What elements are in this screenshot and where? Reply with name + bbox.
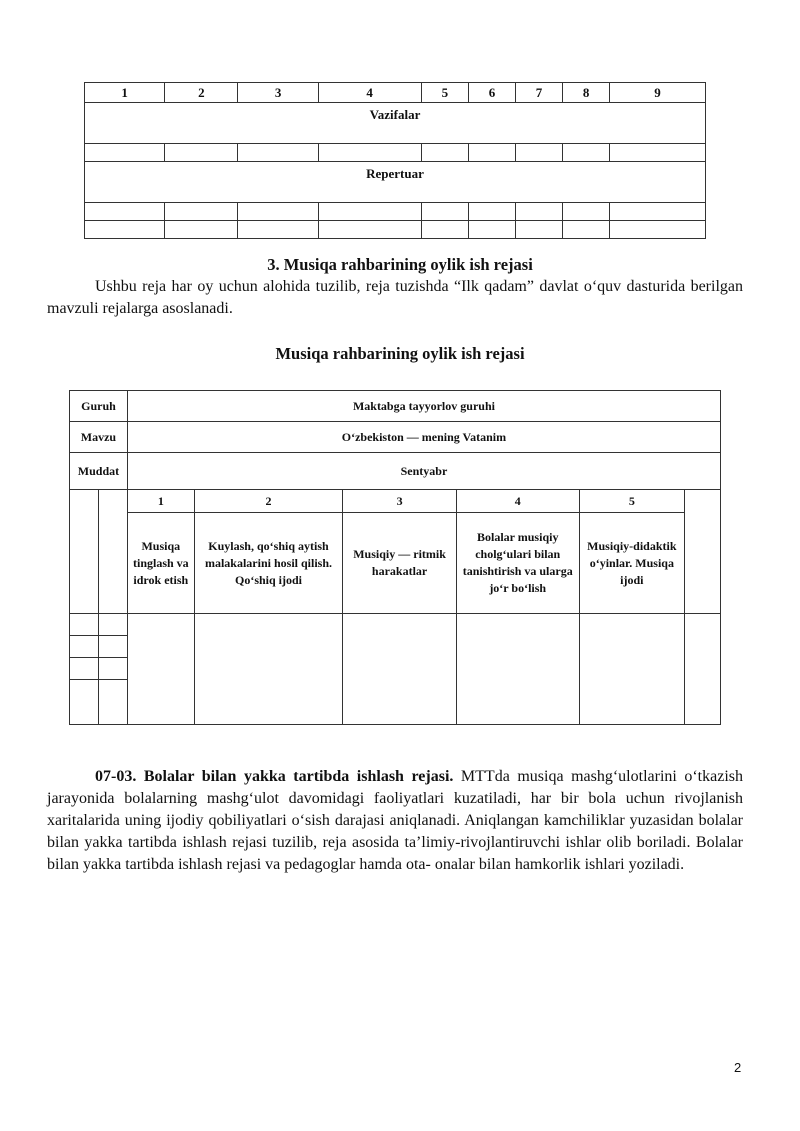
- column-description: Musiqa tinglash va idrok etish: [127, 513, 194, 614]
- column-header: 9: [609, 83, 705, 103]
- table-row: [70, 453, 721, 490]
- page-number: 2: [734, 1060, 742, 1075]
- table-header-row: [85, 83, 706, 103]
- table-row: [70, 513, 721, 614]
- column-header: 7: [515, 83, 563, 103]
- table-row: [85, 203, 706, 221]
- table-row: [70, 614, 721, 636]
- column-description: Musiqiy — ritmik harakatlar: [343, 513, 457, 614]
- table-row: [85, 221, 706, 239]
- muddat-value: Sentyabr: [127, 453, 720, 490]
- column-header: 4: [456, 490, 579, 513]
- column-description: Kuylash, qo‘shiq aytish malakalarini hosil qilish. Qo‘shiq ijodi: [194, 513, 343, 614]
- column-header: 3: [343, 490, 457, 513]
- column-header: 2: [165, 83, 238, 103]
- table-row: [85, 144, 706, 162]
- intro-paragraph: Ushbu reja har oy uchun alohida tuzilib, reja tuzishda “Ilk qadam” davlat o‘quv dasturida berilgan mavzuli rejalarga asoslanadi.: [47, 278, 743, 317]
- guruh-value: Maktabga tayyorlov guruhi: [127, 391, 720, 422]
- table-header-row: [70, 490, 721, 513]
- repertuar-label: Repertuar: [85, 162, 706, 203]
- mavzu-label: Mavzu: [70, 422, 128, 453]
- table-row: [70, 422, 721, 453]
- individual-work-paragraph: 07-03. Bolalar bilan yakka tartibda ishlash rejasi. MTTda musiqa mashg‘ulotlarini o‘tkazish jarayonida bolalarning mashg‘ulot davomidagi faoliyatlari kuzatiladi, har bir bola uchun rivojlanish xaritalarida uning ijodiy qobiliyatlari o‘sish darajasi aniqlanadi. Aniqlangan kamchiliklar yuzasidan bolalar bilan yakka tartibda ishlash rejasi tuzilib, reja asosida ta’limiy-rivojlantiruvchi ishlar olib boriladi. Bolalar bilan yakka tartibda ishlash rejasi va pedagoglar hamda ota- onalar bilan hamkorlik ishlari yoziladi.: [47, 768, 744, 873]
- column-header: 4: [318, 83, 421, 103]
- section-heading: 3. Musiqa rahbarining oylik ish rejasi: [267, 255, 533, 274]
- column-header: 8: [563, 83, 610, 103]
- table-row: [85, 162, 706, 203]
- vazifalar-label: Vazifalar: [85, 103, 706, 144]
- table-row: [70, 391, 721, 422]
- column-description: Bolalar musiqiy cholg‘ulari bilan tanishtirish va ularga jo‘r bo‘lish: [456, 513, 579, 614]
- column-header: 6: [469, 83, 516, 103]
- column-header: 5: [421, 83, 469, 103]
- column-header: 1: [127, 490, 194, 513]
- muddat-label: Muddat: [70, 453, 128, 490]
- mavzu-value: O‘zbekiston — mening Vatanim: [127, 422, 720, 453]
- column-header: 3: [238, 83, 318, 103]
- column-header: 2: [194, 490, 343, 513]
- plan-title: Musiqa rahbarining oylik ish rejasi: [275, 344, 525, 363]
- tasks-repertoire-table: [84, 82, 706, 239]
- column-description: Musiqiy-didaktik o‘yinlar. Musiqa ijodi: [579, 513, 685, 614]
- column-header: 5: [579, 490, 685, 513]
- table-row: [85, 103, 706, 144]
- section-lead: 07-03. Bolalar bilan yakka tartibda ishlash rejasi.: [95, 768, 454, 785]
- monthly-plan-table: [69, 390, 721, 725]
- column-header: 1: [85, 83, 165, 103]
- guruh-label: Guruh: [70, 391, 128, 422]
